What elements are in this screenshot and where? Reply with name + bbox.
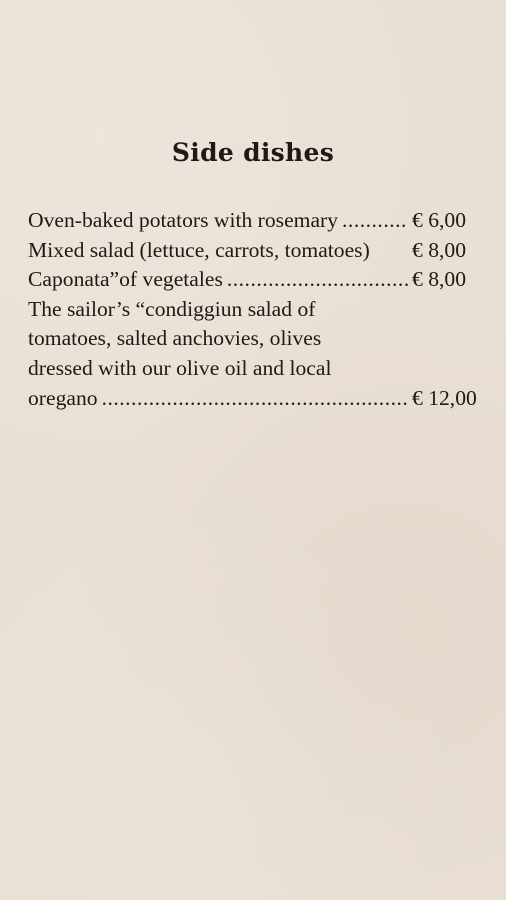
dish-name: Oven-baked potators with rosemary	[28, 208, 339, 232]
dot-leader	[227, 265, 408, 295]
dish-description-line: tomatoes, salted anchovies, olives	[28, 326, 322, 351]
dish-price: € 12,00	[412, 385, 477, 410]
dot-leader	[102, 384, 408, 414]
dish-name: Mixed salad (lettuce, carrots, tomatoes)	[28, 237, 370, 262]
dish-name: oregano	[28, 385, 98, 410]
section-title: Side dishes	[171, 138, 335, 167]
menu-item	[28, 236, 478, 266]
menu-item	[28, 295, 478, 413]
dish-description-line: dressed with our olive oil and local	[28, 355, 332, 380]
dot-leader	[342, 206, 408, 236]
dish-price: € 6,00	[412, 208, 466, 232]
menu-list	[28, 206, 478, 413]
menu-item	[28, 206, 478, 236]
menu-item	[28, 265, 478, 295]
dish-price: € 8,00	[412, 237, 466, 262]
dish-name: Caponata”of vegetales	[28, 267, 223, 292]
dish-description-line: The sailor’s “condiggiun salad of	[28, 296, 316, 321]
dish-price: € 8,00	[412, 267, 466, 292]
